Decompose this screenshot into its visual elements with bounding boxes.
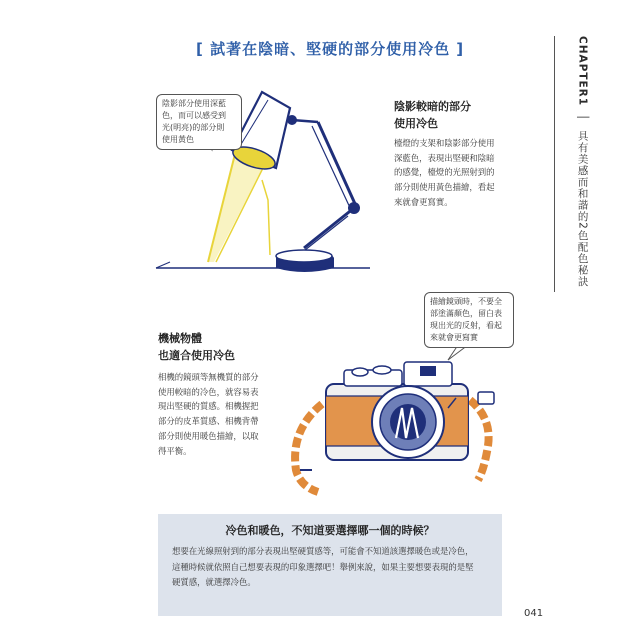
chapter-subtitle: 具有美感而和諧的2色配色秘訣: [576, 130, 589, 288]
camera-body-line: 得平衡。: [158, 445, 192, 456]
camera-illustration: [295, 362, 494, 492]
camera-heading: [158, 330, 235, 364]
camera-callout-line: 來就會更寫實: [430, 333, 478, 342]
camera-body: [158, 370, 259, 458]
camera-body-line: 部分則使用暖色描繪，以取: [158, 430, 259, 441]
lamp-callout-line: 陰影部分使用深藍: [162, 99, 226, 108]
lamp-heading-line: 使用冷色: [394, 117, 438, 131]
chapter-separator: │: [576, 114, 589, 122]
camera-callout-line: 現出光的反射，看起: [430, 321, 502, 330]
camera-body-line: 相機的鏡頭等無機質的部分: [158, 372, 259, 382]
lamp-body: [394, 136, 495, 210]
tip-box-title: 冷色和暖色，不知道要選擇哪一個的時候？: [225, 524, 435, 537]
camera-callout-line: 部塗滿顏色，留白表: [430, 309, 502, 318]
lamp-body-line: 深藍色，表現出堅硬和陰暗: [394, 152, 495, 163]
camera-heading-line: 也適合使用冷色: [158, 349, 235, 363]
camera-callout: [424, 292, 514, 348]
lamp-heading-line: 陰影較暗的部分: [394, 100, 471, 113]
lamp-body-line: 來就會更寫實。: [394, 196, 453, 207]
lamp-body-line: 檯燈的支架和陰影部分使用: [394, 138, 495, 148]
page-title: [ 試著在陰暗、堅硬的部分使用冷色 ]: [196, 40, 465, 58]
lamp-body-line: 的感覺，檯燈的光照射到的: [394, 167, 495, 178]
tip-box-line: 這種時候就依照自己想要表現的印象選擇吧！舉例來說，如果主要想要表現的是堅: [172, 561, 474, 572]
lamp-body-line: 部分則使用黃色描繪，看起: [394, 182, 495, 193]
tip-box-line: 硬質感，就選擇冷色。: [172, 577, 256, 588]
tip-box: [158, 514, 502, 616]
lamp-heading: [394, 98, 471, 132]
camera-body-line: 部分的皮革質感、相機背帶: [158, 416, 259, 427]
lamp-callout-line: 色，而可以感受到: [162, 111, 226, 120]
page-number: 041: [524, 608, 544, 619]
lamp-callout-line: 光(明亮)的部分則: [162, 123, 225, 132]
camera-callout-line: 描繪鏡頭時，不要全: [430, 297, 502, 306]
tip-box-body: [172, 544, 490, 591]
camera-body-line: 現出堅硬的質感。相機握把: [158, 401, 259, 412]
camera-body-line: 使用較暗的冷色，就容易表: [158, 386, 259, 397]
chapter-label: CHAPTER1: [576, 36, 589, 107]
lamp-callout: [156, 94, 242, 150]
camera-heading-line: 機械物體: [158, 332, 202, 345]
lamp-callout-line: 使用黃色: [162, 135, 194, 144]
tip-box-line: 想要在光線照射到的部分表現出堅硬質感等，可能會不知道該選擇暖色或是冷色，: [172, 546, 474, 556]
